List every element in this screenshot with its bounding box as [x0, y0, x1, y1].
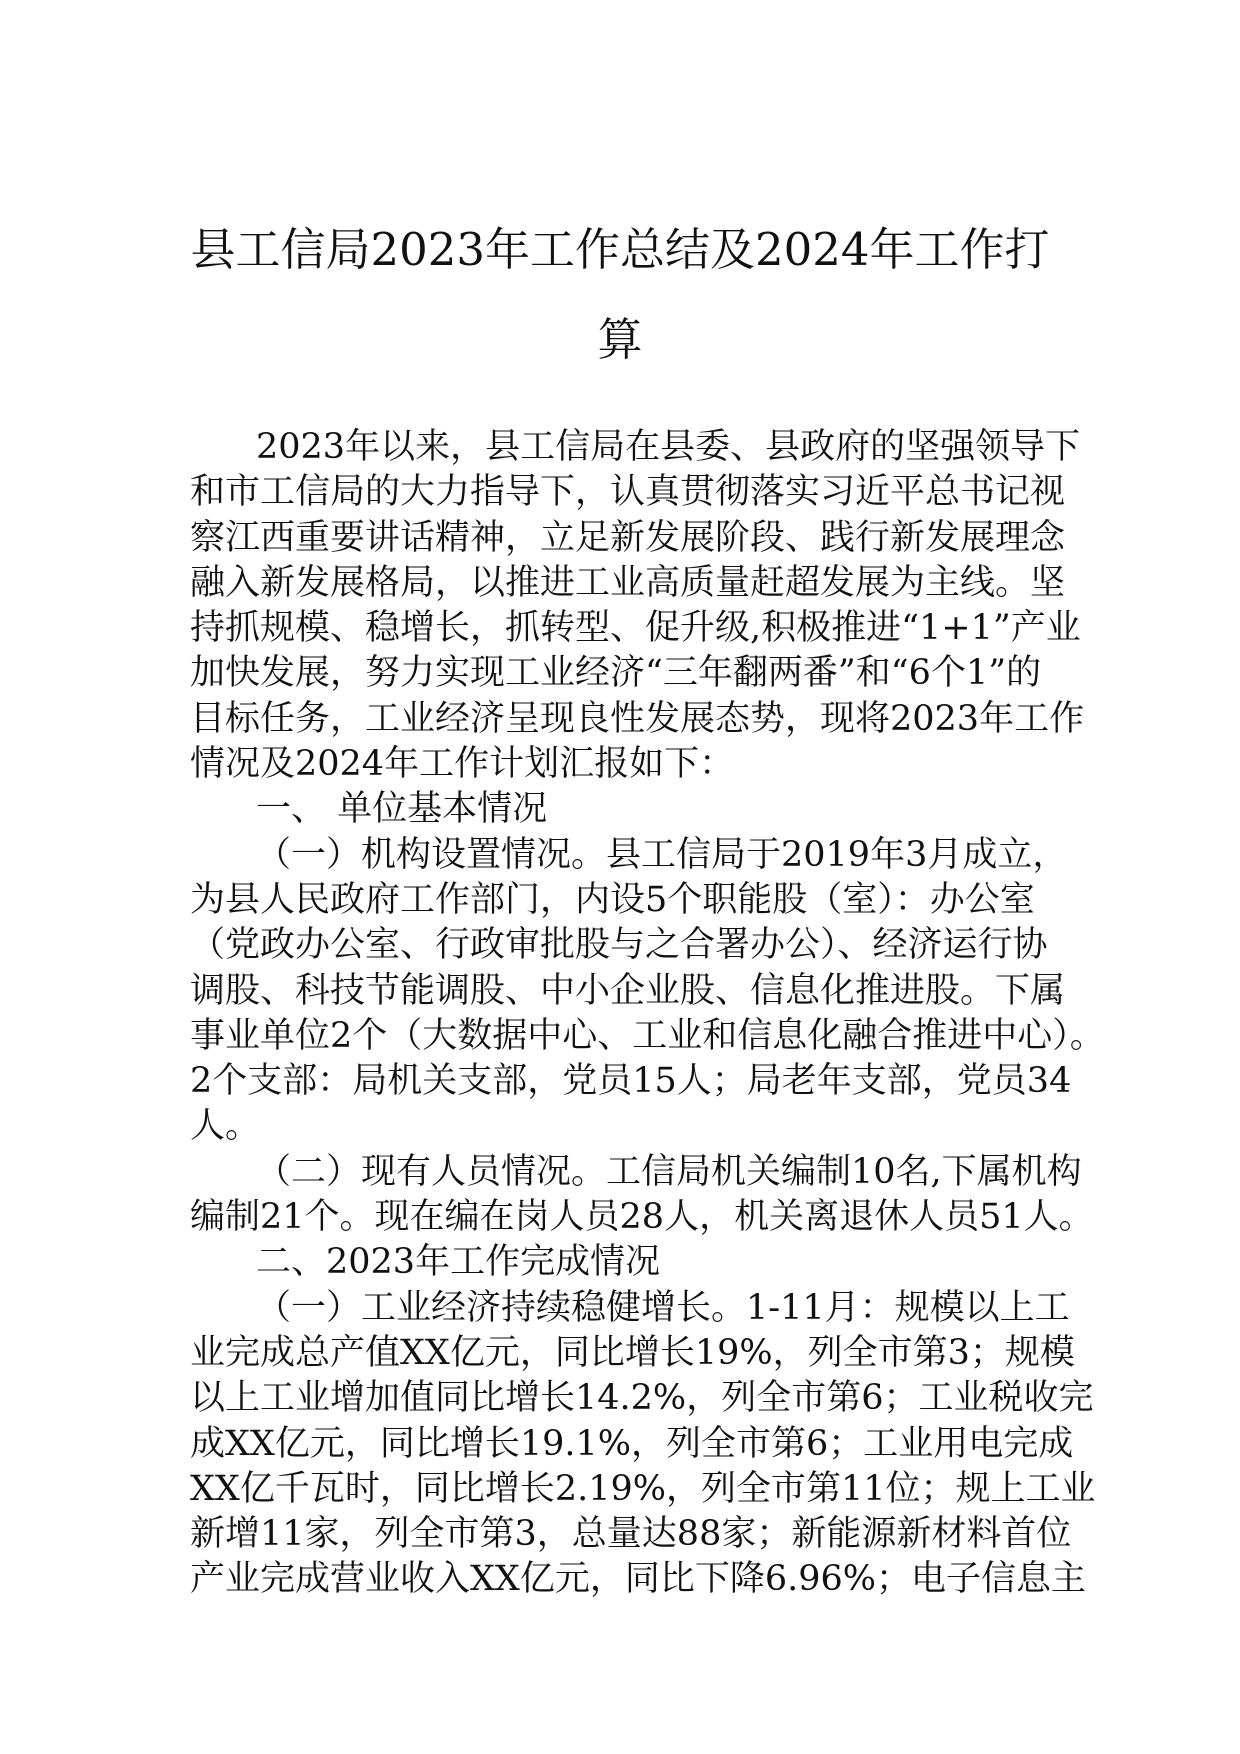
- paragraph-intro-line: 2023年以来，县工信局在县委、县政府的坚强领导下: [256, 427, 1081, 467]
- paragraph-economy-line: XX亿千瓦时，同比增长2.19%，列全市第11位；规上工业: [190, 1468, 1096, 1509]
- section-heading-1: 一、 单位基本情况: [256, 789, 548, 830]
- paragraph-staff-line: 编制21个。现在编在岗人员28人，机关离退休人员51人。: [190, 1197, 1094, 1238]
- document-body: [190, 425, 1105, 1603]
- paragraph-intro-line: 融入新发展格局，以推进工业高质量赶超发展为主线。坚: [190, 562, 1066, 603]
- document-title: [150, 205, 1090, 385]
- paragraph-org-setup-line: （党政办公室、行政审批股与之合署办公）、经济运行协: [190, 925, 1048, 966]
- paragraph-intro-line: 察江西重要讲话精神，立足新发展阶段、践行新发展理念: [190, 517, 1066, 558]
- paragraph-intro-line: 加快发展，努力实现工业经济“三年翻两番”和“6个1”的: [190, 653, 1042, 694]
- paragraph-intro-line: 情况及2024年工作计划汇报如下：: [190, 744, 735, 785]
- paragraph-org-setup-line: 2个支部：局机关支部，党员15人；局老年支部，党员34: [190, 1061, 1072, 1102]
- paragraph-intro-line: 和市工信局的大力指导下，认真贯彻落实习近平总书记视: [190, 472, 1066, 513]
- paragraph-org-setup-line: 为县人民政府工作部门，内设5个职能股（室）：办公室: [190, 879, 1035, 920]
- paragraph-intro-line: 持抓规模、稳增长，抓转型、促升级,积极推进“1+1”产业: [190, 608, 1081, 649]
- title-line-2: 算: [597, 313, 643, 366]
- section-heading-2: 二、2023年工作完成情况: [256, 1242, 661, 1283]
- paragraph-org-setup-line: 人。: [190, 1106, 261, 1147]
- title-line-1: 县工信局2023年工作总结及2024年工作打: [190, 223, 1050, 276]
- paragraph-economy-line: （一）工业经济持续稳健增长。1-11月：规模以上工: [256, 1287, 1070, 1328]
- paragraph-economy-line: 成XX亿元，同比增长19.1%，列全市第6；工业用电完成: [190, 1423, 1074, 1464]
- paragraph-org-setup-line: 事业单位2个（大数据中心、工业和信息化融合推进中心）。: [190, 1015, 1105, 1056]
- paragraph-org-setup-line: 调股、科技节能调股、中小企业股、信息化推进股。下属: [190, 970, 1066, 1011]
- paragraph-staff-line: （二）现有人员情况。工信局机关编制10名,下属机构: [256, 1151, 1082, 1192]
- paragraph-intro-line: 目标任务，工业经济呈现良性发展态势，现将2023年工作: [190, 698, 1085, 739]
- paragraph-economy-line: 新增11家，列全市第3，总量达88家；新能源新材料首位: [190, 1514, 1072, 1555]
- paragraph-economy-line: 以上工业增加值同比增长14.2%，列全市第6；工业税收完: [190, 1378, 1094, 1419]
- paragraph-org-setup-line: （一）机构设置情况。县工信局于2019年3月成立，: [256, 834, 1068, 875]
- paragraph-economy-line: 产业完成营业收入XX亿元，同比下降6.96%；电子信息主: [190, 1559, 1087, 1600]
- paragraph-economy-line: 业完成总产值XX亿元，同比增长19%，列全市第3；规模: [190, 1332, 1075, 1373]
